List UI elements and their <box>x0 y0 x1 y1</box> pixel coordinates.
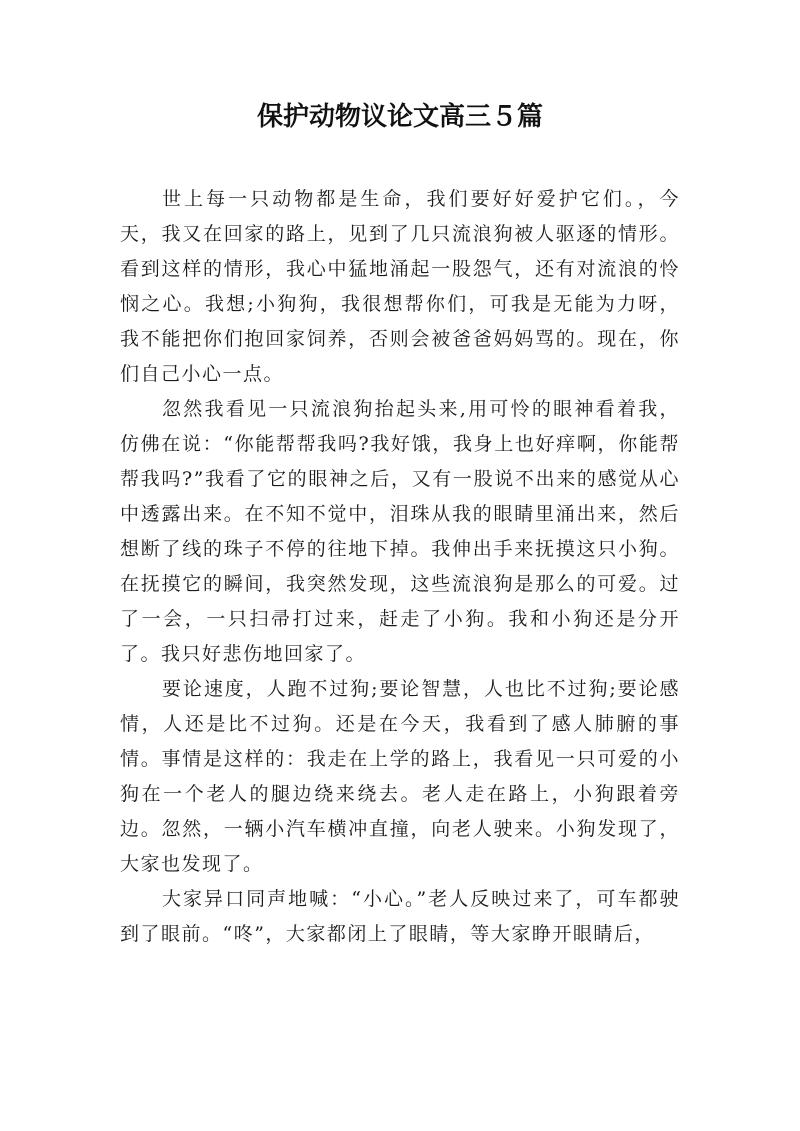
body-paragraph-3: 要论速度，人跑不过狗;要论智慧，人也比不过狗;要论感情，人还是比不过狗。还是在今天，我看到了感人肺腑的事情。事情是这样的：我走在上学的路上，我看见一只可爱的小狗在一个老人的腿边绕来绕去。老人走在路上，小狗跟着旁边。忽然，一辆小汽车横冲直撞，向老人驶来。小狗发现了，大家也发现了。 <box>120 678 680 875</box>
document-body <box>120 182 680 952</box>
document-title: 保护动物议论文高三５篇 <box>256 102 543 132</box>
body-paragraph-1: 世上每一只动物都是生命，我们要好好爱护它们。，今天，我又在回家的路上，见到了几只流浪狗被人驱逐的情形。看到这样的情形，我心中猛地涌起一股怨气，还有对流浪的怜悯之心。我想;小狗狗，我很想帮你们，可我是无能为力呀，我不能把你们抱回家饲养，否则会被爸爸妈妈骂的。现在，你们自己小心一点。 <box>120 188 680 385</box>
body-paragraph-4: 大家异口同声地喊：“小心。”老人反映过来了，可车都驶到了眼前。“咚”，大家都闭上了眼睛，等大家睁开眼睛后， <box>120 888 680 945</box>
body-paragraph-2: 忽然我看见一只流浪狗抬起头来,用可怜的眼神看着我，仿佛在说：“你能帮帮我吗?我好饿，我身上也好痒啊，你能帮帮我吗?”我看了它的眼神之后，又有一股说不出来的感觉从心中透露出来。在不知不觉中，泪珠从我的眼睛里涌出来，然后想断了线的珠子不停的往地下掉。我伸出手来抚摸这只小狗。在抚摸它的瞬间，我突然发现，这些流浪狗是那么的可爱。过了一会，一只扫帚打过来，赶走了小狗。我和小狗还是分开了。我只好悲伤地回家了。 <box>120 398 680 665</box>
